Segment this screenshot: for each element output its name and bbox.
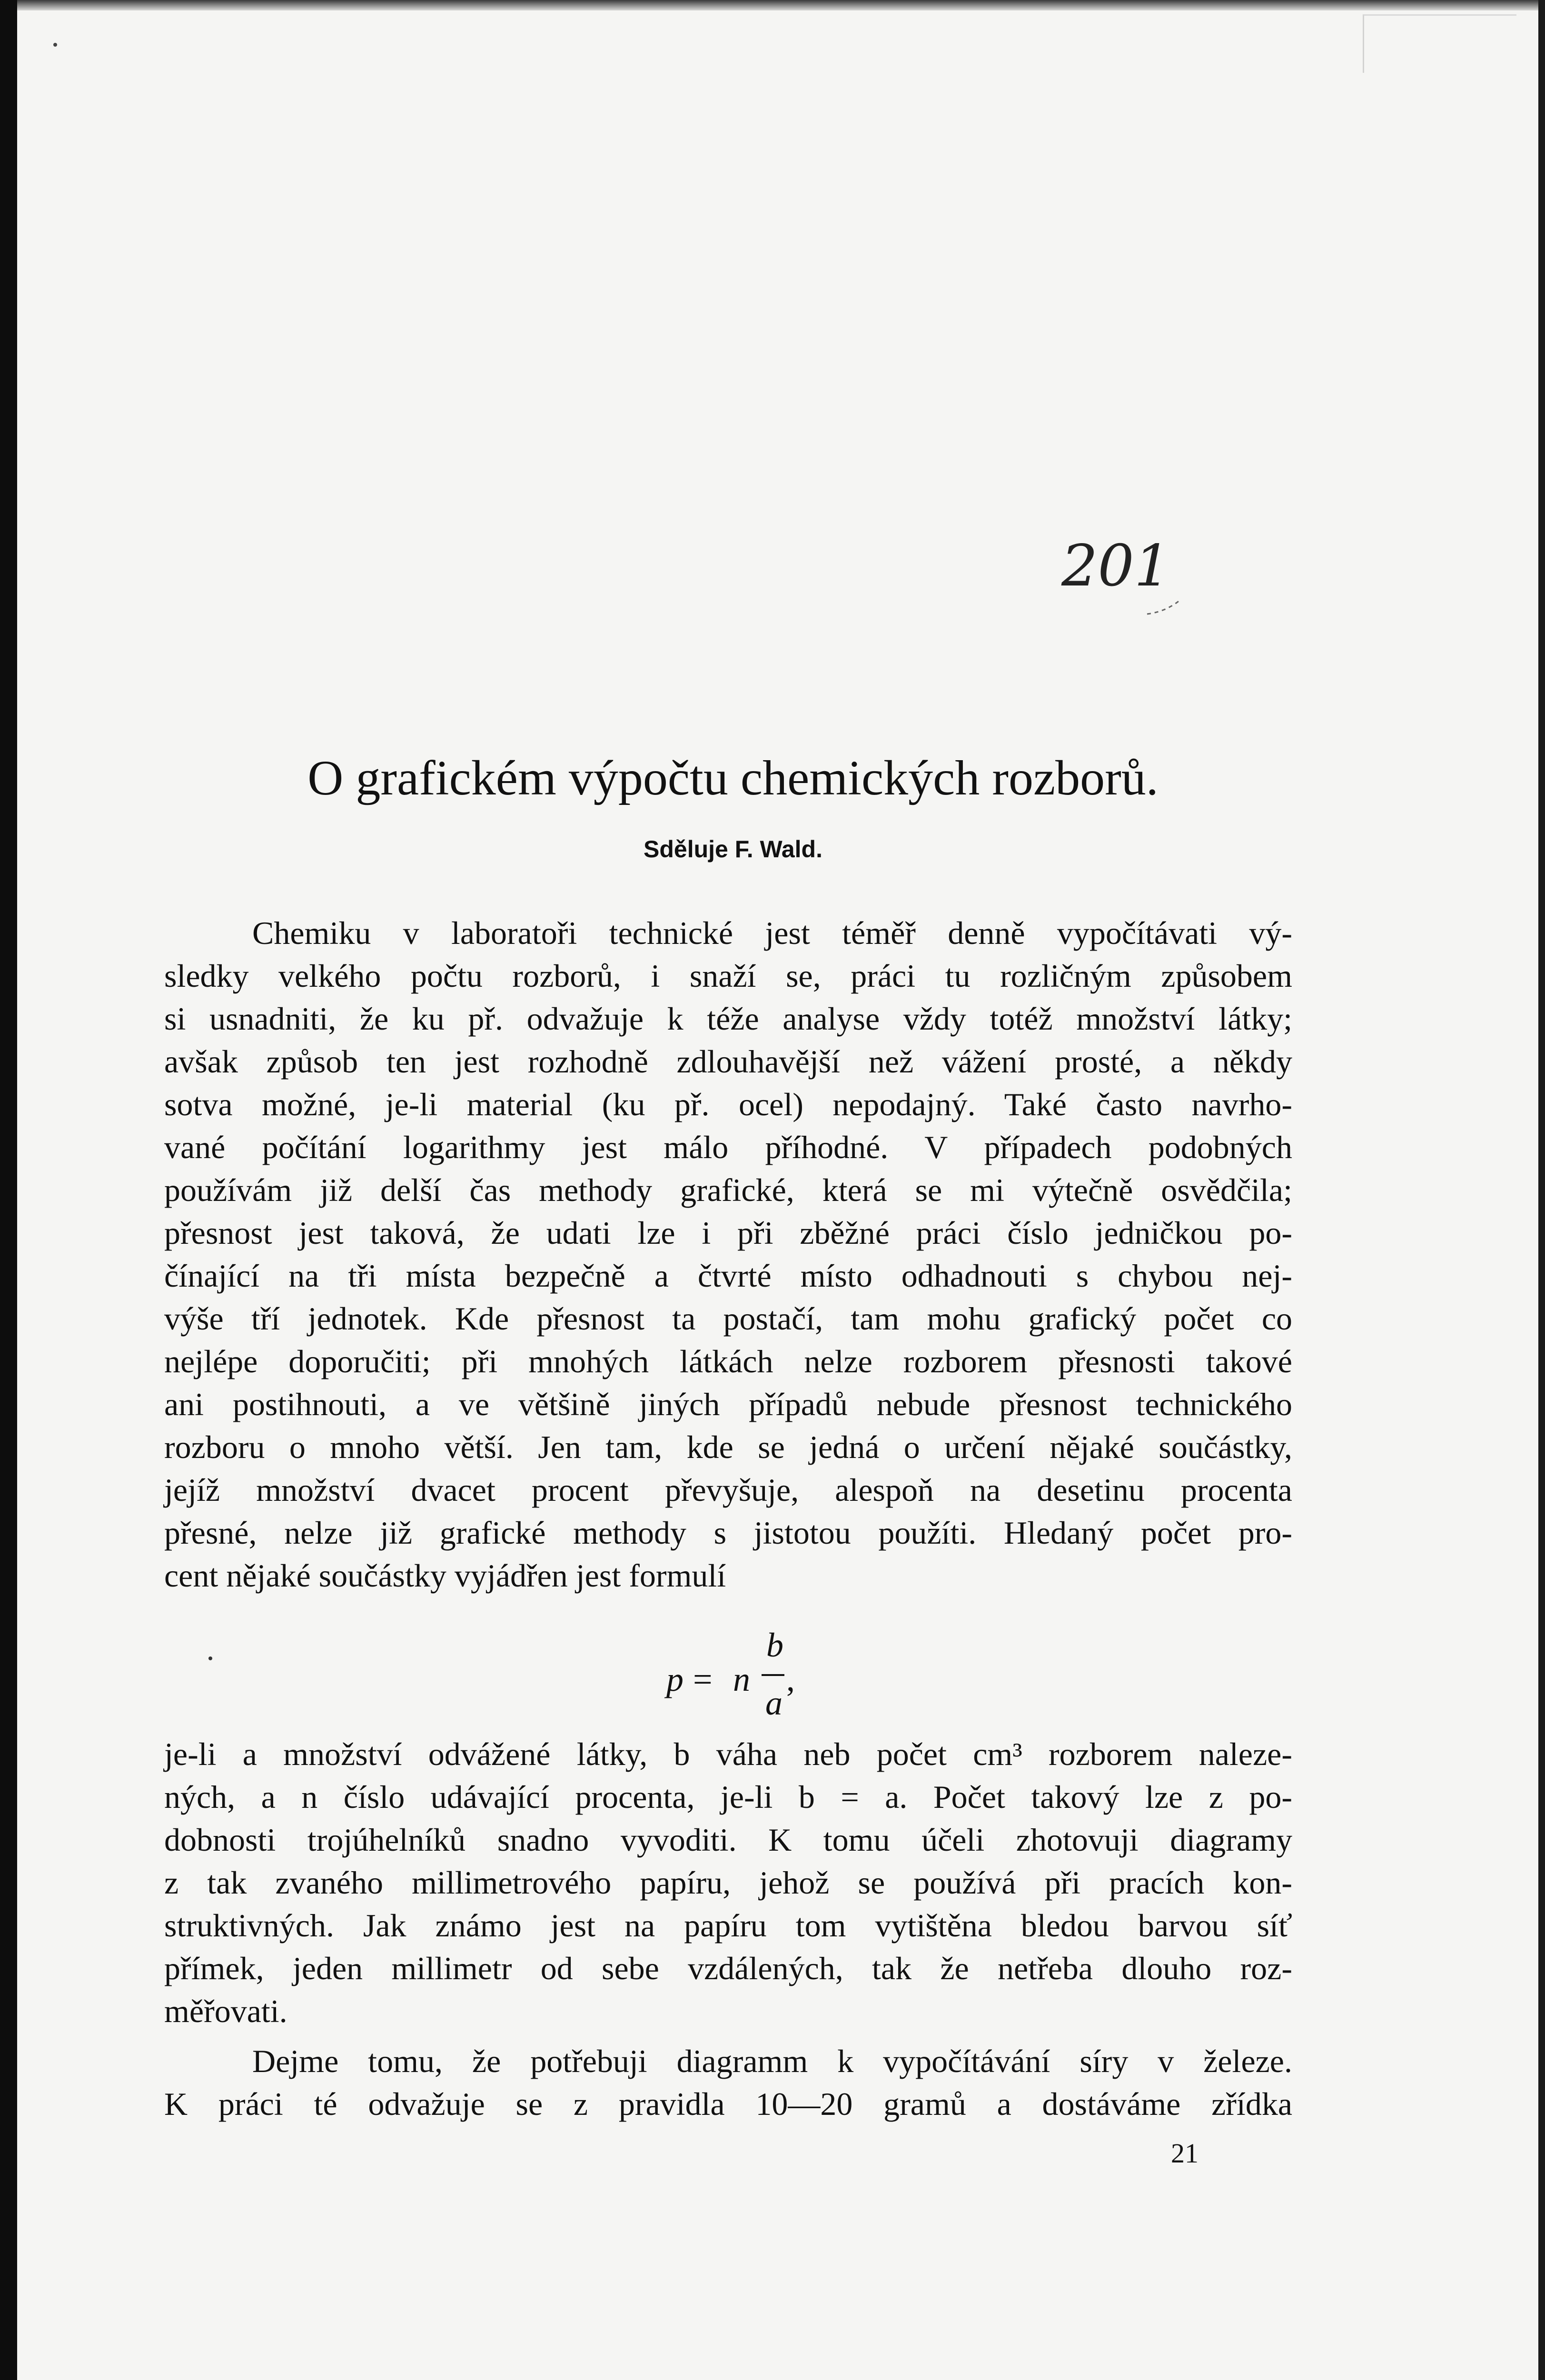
formula-n: n — [733, 1660, 750, 1698]
formula-p: p — [666, 1660, 683, 1698]
paragraph1-line: jejíž množství dvacet procent převyšuje, alespoň na desetinu procenta — [164, 1472, 1292, 1508]
paragraph1-line: sledky velkého počtu rozborů, i snaží se, práci tu rozličným způsobem — [164, 958, 1292, 994]
author-line: Sděluje F. Wald. — [644, 836, 822, 863]
formula-denominator: a — [765, 1684, 782, 1722]
paragraph1-line: Chemiku v laboratoři technické jest téměř denně vypočítávati vý- — [252, 915, 1292, 951]
paragraph1-line: si usnadniti, že ku př. odvažuje k téže analyse vždy totéž množství látky; — [164, 1001, 1292, 1037]
paragraph1-line: vané počítání logarithmy jest málo příhodné. V případech podobných — [164, 1129, 1292, 1165]
paragraph2-line: přímek, jeden millimetr od sebe vzdálených, tak že netřeba dlouho roz- — [164, 1950, 1292, 1986]
formula-numerator: b — [766, 1626, 783, 1664]
paragraph1-line: přesné, nelze již grafické methody s jistotou použíti. Hledaný počet pro- — [164, 1515, 1292, 1551]
paragraph2-line: struktivných. Jak známo jest na papíru tom vytištěna bledou barvou síť — [164, 1907, 1292, 1944]
scan-edge-left — [0, 0, 17, 2380]
paragraph1-line: čínající na tři místa bezpečně a čtvrté místo odhadnouti s chybou nej- — [164, 1258, 1292, 1294]
paragraph2-line: dobnosti trojúhelníků snadno vyvoditi. K tomu účeli zhotovuji diagramy — [164, 1822, 1292, 1858]
scan-edge-right — [1538, 0, 1545, 2380]
paragraph2-line: měřovati. — [164, 1993, 287, 2029]
paper-title: O grafickém výpočtu chemických rozborů. — [307, 751, 1159, 805]
paragraph1-line: používám již delší čas methody grafické, která se mi výtečně osvědčila; — [164, 1172, 1292, 1208]
formula-equals: = — [693, 1660, 713, 1698]
paragraph2-line: je-li a množství odvážené látky, b váha neb počet cm³ rozborem naleze- — [164, 1736, 1292, 1772]
paragraph3-line: K práci té odvažuje se z pravidla 10—20 gramů a dostáváme zřídka — [164, 2086, 1292, 2122]
corner-mark — [1363, 14, 1516, 73]
formula-p-equals-n-b-over-a — [666, 1626, 838, 1721]
paragraph1-line: výše tří jednotek. Kde přesnost ta postačí, tam mohu grafický počet co — [164, 1300, 1292, 1337]
scan-edge-top — [17, 0, 1545, 10]
paragraph1-line: nejlépe doporučiti; při mnohých látkách nelze rozborem přesnosti takové — [164, 1343, 1292, 1379]
paragraph1-line: rozboru o mnoho větší. Jen tam, kde se jedná o určení nějaké součástky, — [164, 1429, 1292, 1465]
stray-dot — [208, 1656, 212, 1660]
smudge-dot — [53, 43, 57, 47]
paragraph1-line: cent nějaké součástky vyjádřen jest formulí — [164, 1557, 726, 1594]
handwritten-page-number-text: 201 — [1061, 533, 1171, 599]
page-number: 21 — [1171, 2138, 1198, 2169]
paragraph1-line: ani postihnouti, a ve většině jiných případů nebude přesnost technického — [164, 1386, 1292, 1422]
fraction-bar — [762, 1674, 784, 1676]
paragraph1-line: přesnost jest taková, že udati lze i při zběžné práci číslo jedničkou po- — [164, 1215, 1292, 1251]
paragraph1-line: avšak způsob ten jest rozhodně zdlouhavější než vážení prosté, a někdy — [164, 1043, 1292, 1080]
paragraph2-line: ných, a n číslo udávající procenta, je-li b = a. Počet takový lze z po- — [164, 1779, 1292, 1815]
paragraph3-line: Dejme tomu, že potřebuji diagramm k vypočítávání síry v železe. — [252, 2043, 1292, 2079]
handwritten-page-number — [1052, 524, 1195, 628]
formula-comma: , — [786, 1660, 795, 1698]
paragraph1-line: sotva možné, je-li material (ku př. ocel) nepodajný. Také často navrho- — [164, 1086, 1292, 1122]
paragraph2-line: z tak zvaného millimetrového papíru, jehož se používá při pracích kon- — [164, 1864, 1292, 1901]
